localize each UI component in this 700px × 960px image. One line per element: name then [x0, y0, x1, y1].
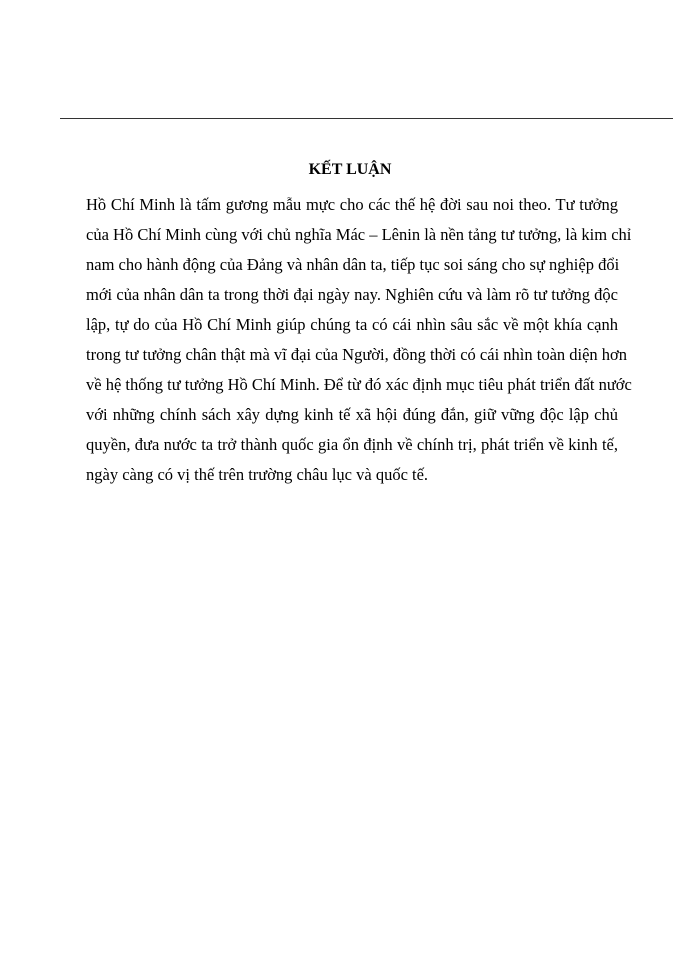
conclusion-paragraph — [86, 190, 632, 490]
paragraph-line: với những chính sách xây dựng kinh tế xã hội đúng đắn, giữ vững độc lập chủ — [86, 405, 618, 424]
paragraph-line: mới của nhân dân ta trong thời đại ngày nay. Nghiên cứu và làm rõ tư tưởng độc — [86, 285, 618, 304]
paragraph-line: lập, tự do của Hồ Chí Minh giúp chúng ta có cái nhìn sâu sắc về một khía cạnh — [86, 315, 618, 334]
paragraph-line: về hệ thống tư tưởng Hồ Chí Minh. Để từ đó xác định mục tiêu phát triển đất nước — [86, 375, 632, 394]
paragraph-line: trong tư tưởng chân thật mà vĩ đại của Người, đồng thời có cái nhìn toàn diện hơn — [86, 345, 628, 364]
section-title: KẾT LUẬN — [308, 161, 392, 178]
paragraph-line: quyền, đưa nước ta trở thành quốc gia ổn định về chính trị, phát triển về kinh tế, — [86, 435, 618, 454]
paragraph-line: Hồ Chí Minh là tấm gương mẫu mực cho các thế hệ đời sau noi theo. Tư tưởng — [86, 195, 618, 214]
header-rule — [60, 118, 673, 119]
paragraph-line: nam cho hành động của Đảng và nhân dân ta, tiếp tục soi sáng cho sự nghiệp đổi — [86, 255, 620, 274]
paragraph-line: ngày càng có vị thế trên trường châu lục và quốc tế. — [86, 465, 429, 484]
paragraph-line: của Hồ Chí Minh cùng với chủ nghĩa Mác – Lênin là nền tảng tư tưởng, là kim chỉ — [86, 225, 632, 244]
